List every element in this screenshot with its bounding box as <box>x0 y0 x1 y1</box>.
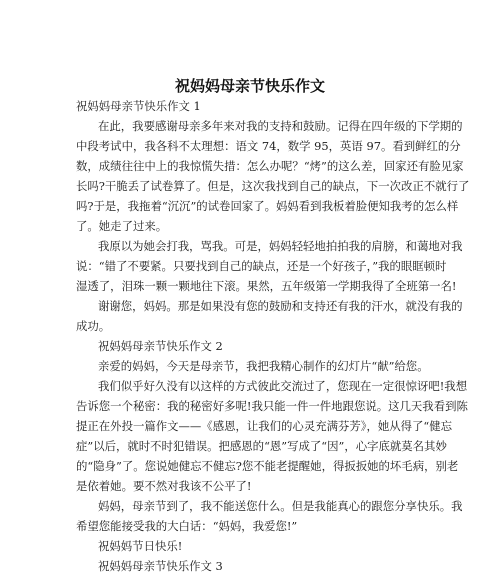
document-body <box>76 96 470 576</box>
text-line: 是依着她。要不然对我该不公平了! <box>76 479 252 493</box>
text-line: 亲爱的妈妈，今天是母亲节，我把我精心制作的幻灯片“献”给您。 <box>98 359 429 373</box>
text-line: 祝妈妈母亲节快乐作文 1 <box>76 99 201 113</box>
text-line: 的“隐身”了。您说她健忘不健忘?您不能老提醒她，得扳扳她的坏毛病，别老 <box>76 459 459 473</box>
text-line: 说：“错了不要紧。只要找到自己的缺点，还是一个好孩子，”我的眼眶顿时 <box>76 259 447 273</box>
text-line: 数，成绩往往中上的我惊慌失措：怎么办呢？“烤”的这么差，回家还有脸见家 <box>76 159 464 173</box>
text-line: 我原以为她会打我，骂我。可是，妈妈轻轻地拍拍我的肩膀，和蔼地对我 <box>98 239 463 253</box>
text-line: 我们似乎好久没有以这样的方式彼此交流过了，您现在一定很惊讶吧!我想 <box>98 379 468 393</box>
text-line: 祝妈妈节日快乐! <box>98 539 183 553</box>
text-line: 在此，我要感谢母亲多年来对我的支持和鼓励。记得在四年级的下学期的 <box>98 119 463 133</box>
text-line: 祝妈妈母亲节快乐作文 3 <box>98 559 223 573</box>
text-line: 妈妈，母亲节到了，我不能送您什么。但是我能真心的跟您分享快乐。我 <box>98 499 463 513</box>
text-line: 成功。 <box>76 319 111 333</box>
text-line: 症”以后，就时不时犯错误。把感恩的“恩”写成了“因”，心字底就莫名其妙 <box>76 439 447 453</box>
text-line: 告诉您一个秘密：我的秘密好多呢!我只能一件一件地跟您说。这几天我看到陈 <box>76 399 468 413</box>
text-line: 中段考试中，我各科不太理想：语文 74，数学 95，英语 97。看到鲜红的分 <box>76 139 461 153</box>
text-line: 祝妈妈母亲节快乐作文 2 <box>98 339 223 353</box>
text-line: 吗?于是，我拖着“沉沉”的试卷回家了。妈妈看到我板着脸便知我考的怎么样 <box>76 199 459 213</box>
text-line: 了。她走了过来。 <box>76 219 168 233</box>
text-line: 湿透了，泪珠一颗一颗地往下滚。果然，五年级第一学期我得了全班第一名! <box>76 279 457 293</box>
text-line: 谢谢您，妈妈。那是如果没有您的鼓励和支持还有我的汗水，就没有我的 <box>98 299 463 313</box>
text-line: 希望您能接受我的大白话：“妈妈，我爱您!” <box>76 519 298 533</box>
text-line: 提正在外投一篇作文——《感恩，让我们的心灵充满芬芳》，她从得了“健忘 <box>76 419 453 433</box>
document-title: 祝妈妈母亲节快乐作文 <box>174 77 325 95</box>
text-line: 长吗?干脆丢了试卷算了。但是，这次我找到自己的缺点，下一次改正不就行了 <box>76 179 470 193</box>
